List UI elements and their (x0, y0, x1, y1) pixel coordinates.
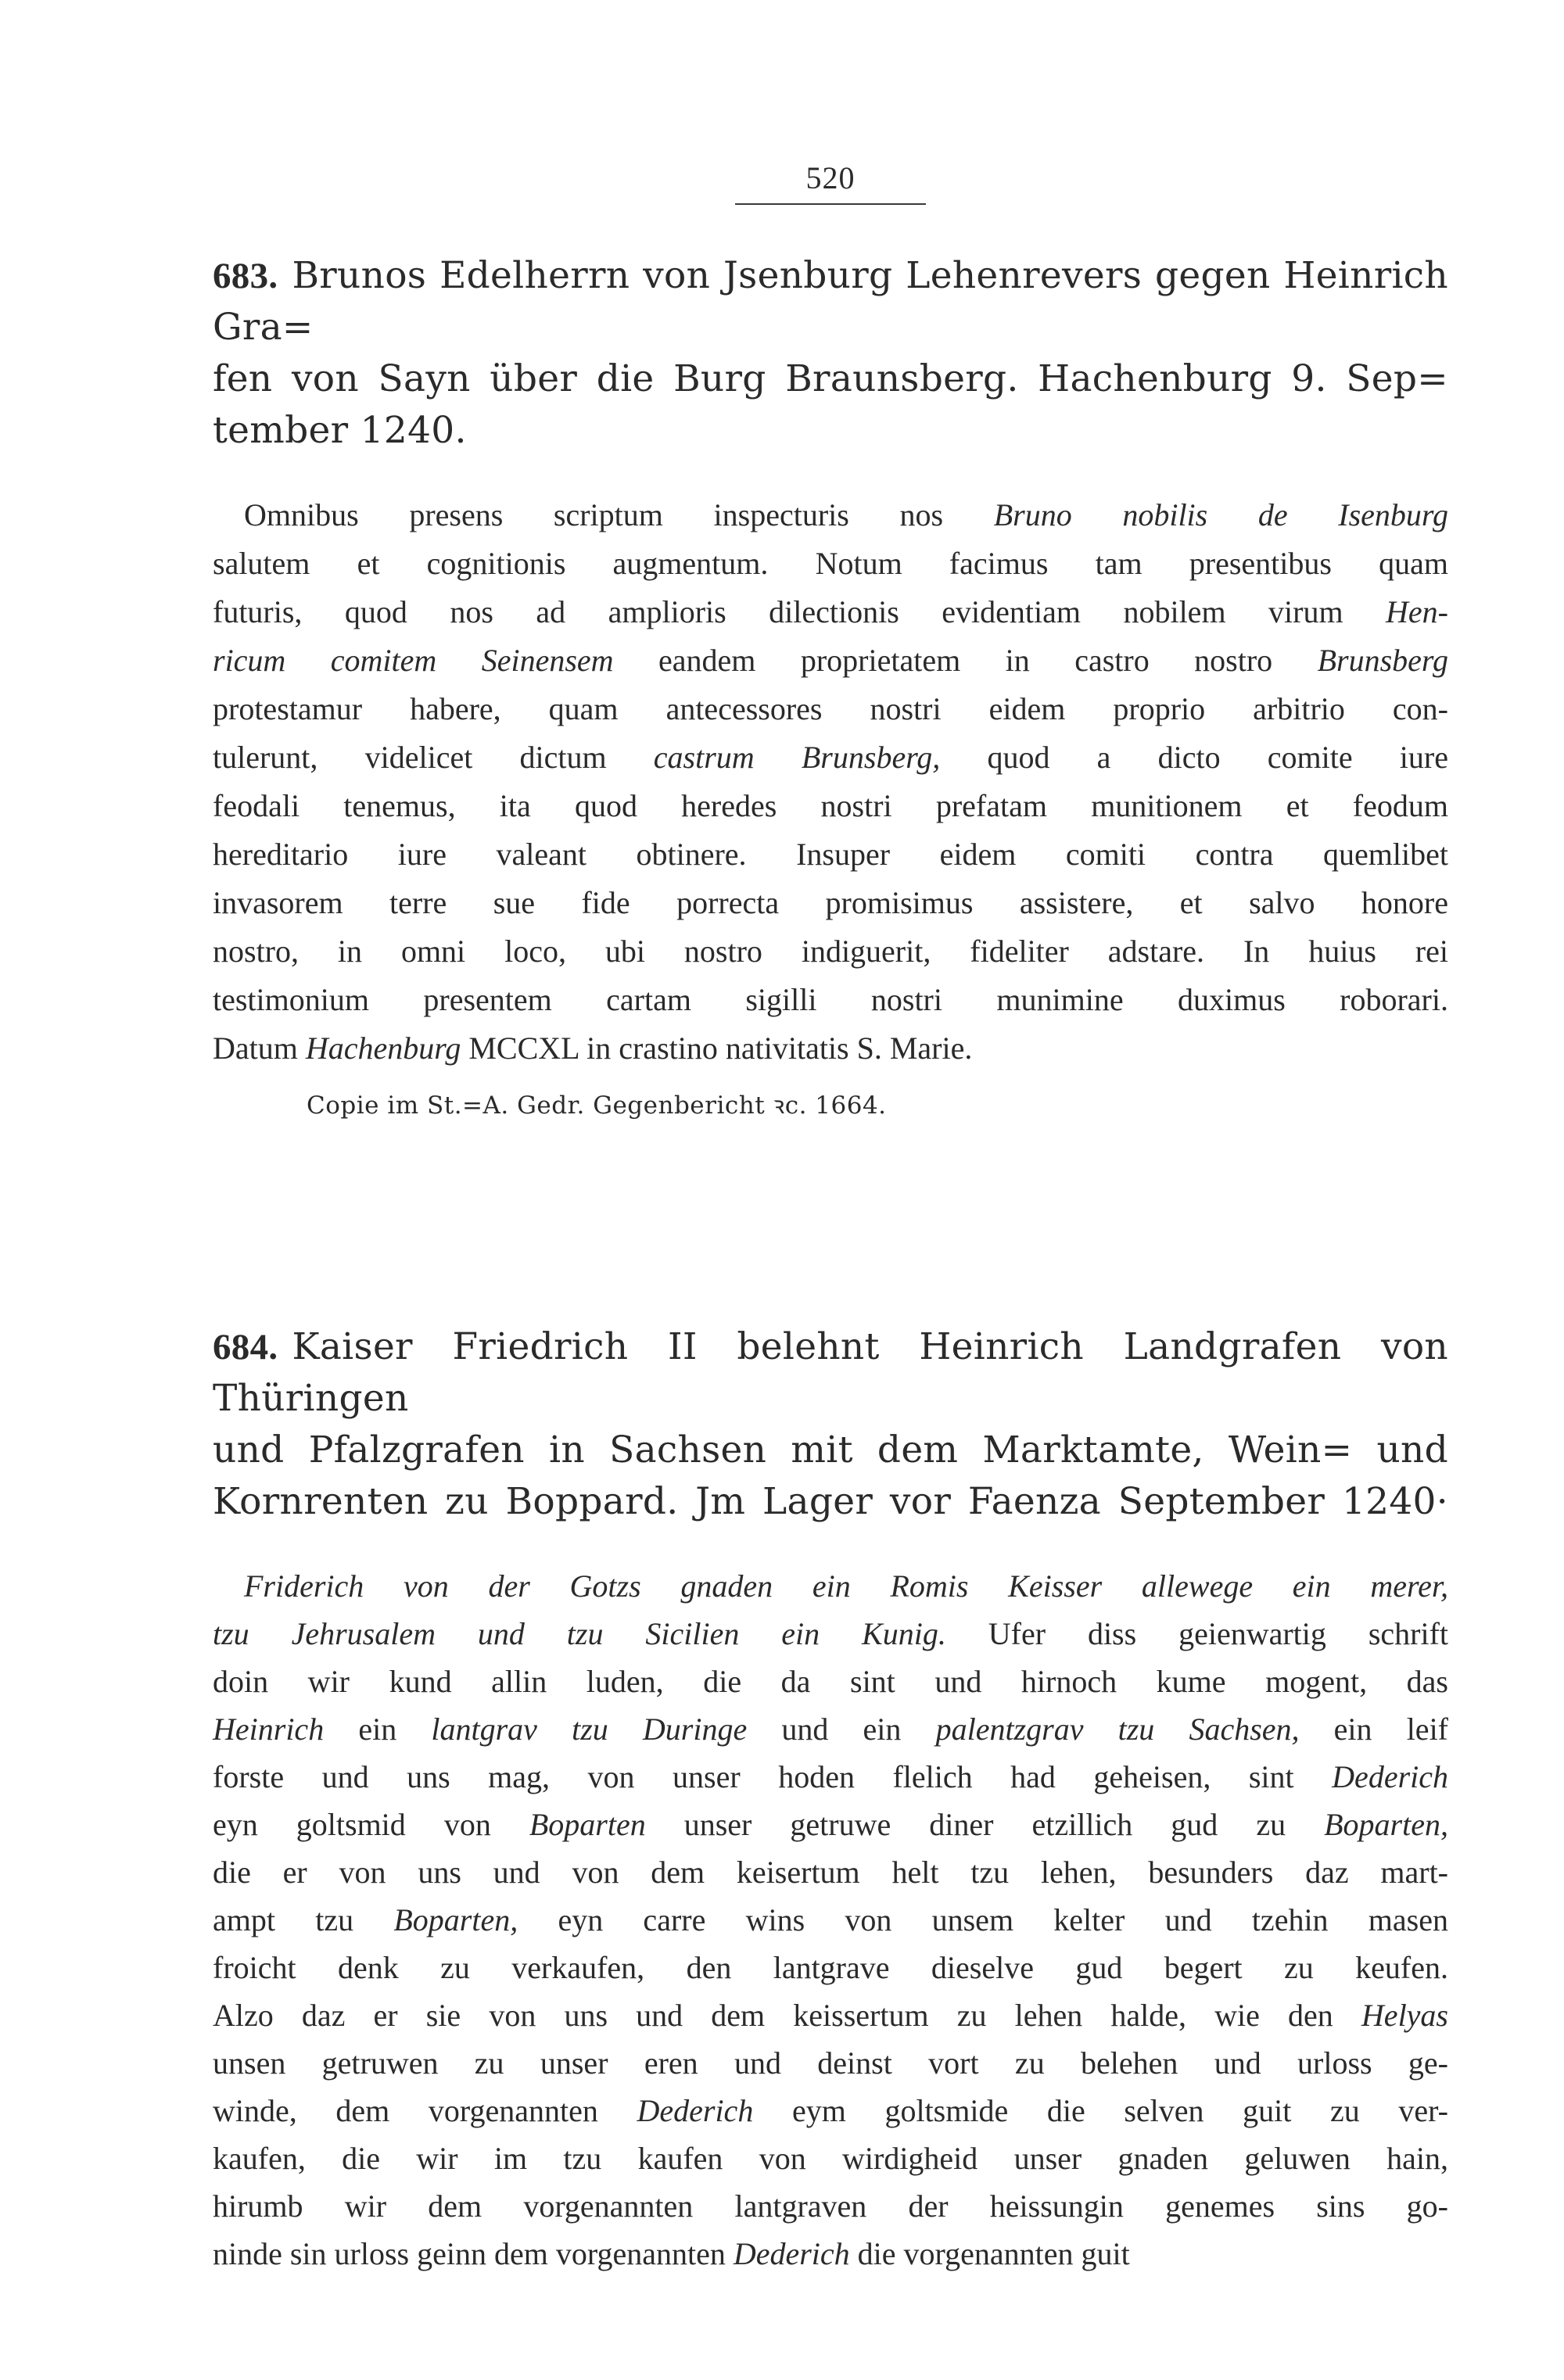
text-run: Datum (213, 1030, 306, 1066)
text-line (213, 2134, 1448, 2182)
text-run: futuris, quod nos ad amplioris dilectionis evidentiam nobilem virum (213, 594, 1386, 629)
entry-684 (213, 1321, 1448, 2278)
entry-number: 684. (213, 1327, 278, 1367)
text-run: tulerunt, videlicet dictum (213, 740, 654, 775)
italic-text-run: Dederich (733, 2236, 850, 2271)
text-line (213, 1848, 1448, 1896)
italic-text-run: castrum Brunsberg, (653, 740, 941, 775)
text-run: froicht denk zu verkaufen, den lantgrave dieselve gud begert zu keufen. (213, 1950, 1448, 1985)
text-run: ein (324, 1712, 432, 1747)
text-line (213, 491, 1448, 539)
italic-text-run: lantgrav tzu Duringe (431, 1712, 748, 1747)
heading-line: Kaiser Friedrich II belehnt Heinrich Landgrafen von Thüringen (213, 1325, 1448, 1420)
text-run: eyn carre wins von unsem kelter und tzehin masen (518, 1902, 1448, 1937)
page-number: 520 (805, 160, 856, 195)
heading-line: tember 1240. (213, 409, 467, 452)
text-line (213, 927, 1448, 976)
text-line (213, 2230, 1448, 2278)
text-run: hereditario iure valeant obtinere. Insuper eidem comiti contra quemlibet (213, 837, 1448, 872)
italic-text-run: Friderich von der Gotzs gnaden ein Romis Keisser allewege ein merer, (244, 1568, 1448, 1604)
italic-text-run: ricum comitem Seinensem (213, 643, 614, 678)
text-run: kaufen, die wir im tzu kaufen von wirdigheid unser gnaden geluwen hain, (213, 2141, 1448, 2176)
text-line (213, 636, 1448, 685)
heading-line: Kornrenten zu Boppard. Jm Lager vor Faenza September 1240· (213, 1480, 1448, 1523)
text-run: ein leif (1299, 1712, 1448, 1747)
entry-number: 683. (213, 256, 278, 296)
text-run: doin wir kund allin luden, die da sint und hirnoch kume mogent, das (213, 1664, 1448, 1699)
text-line (213, 879, 1448, 927)
text-line (213, 782, 1448, 830)
italic-text-run: Brunsberg (1317, 643, 1449, 678)
italic-text-run: Hen- (1386, 594, 1448, 629)
text-line (213, 830, 1448, 879)
heading-line: Brunos Edelherrn von Jsenburg Lehenrevers gegen Heinrich Gra= (213, 254, 1448, 349)
heading-line: und Pfalzgrafen in Sachsen mit dem Marktamte, Wein= und (213, 1428, 1448, 1471)
italic-text-run: tzu Jehrusalem und tzu Sicilien ein Kunig. (213, 1616, 946, 1651)
italic-text-run: Boparten, (393, 1902, 518, 1937)
text-line (213, 1705, 1448, 1753)
text-run: die er von uns und von dem keisertum helt tzu lehen, besunders daz mart- (213, 1855, 1448, 1890)
text-run: winde, dem vorgenannten (213, 2093, 637, 2128)
text-run: Alzo daz er sie von uns und dem keissertum zu lehen halde, wie den (213, 1998, 1361, 2033)
text-run: ampt tzu (213, 1902, 394, 1937)
text-line (213, 1658, 1448, 1705)
text-run: eandem proprietatem in castro nostro (613, 643, 1318, 678)
italic-text-run: Boparten (529, 1807, 646, 1842)
text-line (213, 976, 1448, 1024)
text-line (213, 733, 1448, 782)
german-charter-text (213, 1562, 1448, 2278)
source-note: Copie im St.=A. Gedr. Gegenbericht ꝛc. 1664. (307, 1091, 887, 1120)
text-line (213, 1896, 1448, 1944)
text-line (213, 1753, 1448, 1801)
text-line (213, 685, 1448, 733)
heading-line: fen von Sayn über die Burg Braunsberg. Hachenburg 9. Sep= (213, 357, 1448, 400)
text-run: salutem et cognitionis augmentum. Notum facimus tam presentibus quam (213, 546, 1448, 581)
text-line (213, 1024, 1448, 1073)
text-run: unsen getruwen zu unser eren und deinst vort zu belehen und urloss ge- (213, 2045, 1448, 2081)
entry-683-heading (213, 250, 1448, 457)
italic-text-run: palentzgrav tzu Sachsen, (935, 1712, 1300, 1747)
italic-text-run: Helyas (1361, 1998, 1448, 2033)
italic-text-run: Boparten, (1324, 1807, 1448, 1842)
text-run: Ufer diss geienwartig schrift (945, 1616, 1449, 1651)
italic-text-run: Bruno nobilis de Isenburg (993, 497, 1448, 532)
latin-charter-text (213, 491, 1448, 1073)
text-run: hirumb wir dem vorgenannten lantgraven der heissungin genemes sins go- (213, 2188, 1448, 2224)
text-run: eym goltsmide die selven guit zu ver- (753, 2093, 1448, 2128)
text-run: forste und uns mag, von unser hoden flelich had geheisen, sint (213, 1759, 1333, 1794)
text-run: ninde sin urloss geinn dem vorgenannten (213, 2236, 734, 2271)
italic-text-run: Hachenburg (305, 1030, 461, 1066)
text-line (213, 1801, 1448, 1848)
text-run: eyn goltsmid von (213, 1807, 529, 1842)
text-run: feodali tenemus, ita quod heredes nostri prefatam munitionem et feodum (213, 788, 1448, 823)
text-line (213, 1610, 1448, 1658)
text-run: die vorgenannten guit (849, 2236, 1130, 2271)
text-line (213, 588, 1448, 636)
text-run: unser getruwe diner etzillich gud zu (645, 1807, 1325, 1842)
italic-text-run: Dederich (1332, 1759, 1448, 1794)
entry-683 (213, 250, 1448, 1123)
text-run: MCCXL in crastino nativitatis S. Marie. (461, 1030, 973, 1066)
text-run: invasorem terre sue fide porrecta promisimus assistere, et salvo honore (213, 885, 1448, 920)
text-run: nostro, in omni loco, ubi nostro indiguerit, fideliter adstare. In huius rei (213, 934, 1448, 969)
entry-684-heading (213, 1321, 1448, 1528)
italic-text-run: Dederich (637, 2093, 754, 2128)
page-number-rule (735, 203, 926, 205)
text-run: testimonium presentem cartam sigilli nostri munimine duximus roborari. (213, 982, 1448, 1017)
text-line (213, 2087, 1448, 2134)
text-line (213, 1944, 1448, 1991)
text-run: quod a dicto comite iure (940, 740, 1448, 775)
text-line (213, 2039, 1448, 2087)
italic-text-run: Heinrich (213, 1712, 325, 1747)
text-run: und ein (747, 1712, 936, 1747)
text-run: protestamur habere, quam antecessores nostri eidem proprio arbitrio con- (213, 691, 1448, 726)
text-line (213, 2182, 1448, 2230)
text-run: Omnibus presens scriptum inspecturis nos (244, 497, 994, 532)
text-line (213, 1562, 1448, 1610)
text-line (213, 539, 1448, 588)
text-line (213, 1991, 1448, 2039)
